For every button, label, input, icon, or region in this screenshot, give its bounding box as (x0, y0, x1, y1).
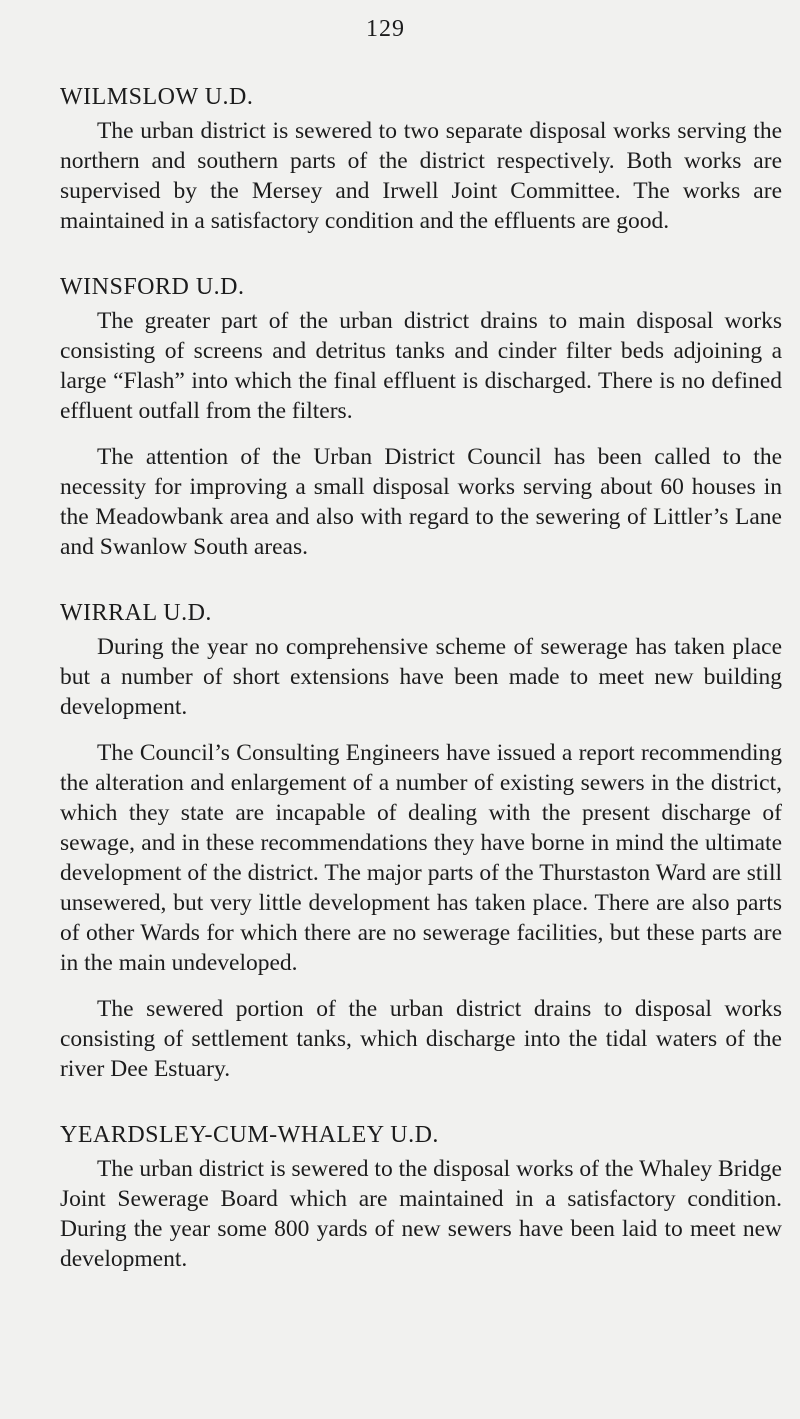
section-heading: WILMSLOW U.D. (60, 84, 254, 110)
paragraph: The greater part of the urban district drains to main disposal works consisting of screens and detritus tanks and cinder filter beds adjoining a large “Flash” into which the final effluent is discharged. There is no defined effluent outfall from the filters. (60, 308, 782, 424)
paragraph: The urban district is sewered to the disposal works of the Whaley Bridge Joint Sewerage Board which are maintained in a satisfactory condition. During the year some 800 yards of new sewers have been laid to meet new development. (60, 1156, 782, 1272)
paragraph: The Council’s Consulting Engineers have issued a report recommending the alteration and enlargement of a number of existing sewers in the district, which they state are incapable of dealing with the present discharge of sewage, and in these recommendations they have borne in mind the ultimate development of the district. The major parts of the Thurstaston Ward are still unsewered, but very little development has taken place. There are also parts of other Wards for which there are no sewerage facilities, but these parts are in the main undeveloped. (60, 740, 782, 976)
paragraph: The urban district is sewered to two separate disposal works serving the northern and southern parts of the district respectively. Both works are supervised by the Mersey and Irwell Joint Committee. The works are maintained in a satisfactory condition and the effluents are good. (60, 118, 782, 234)
section-heading: YEARDSLEY-CUM-WHALEY U.D. (60, 1122, 439, 1148)
section-yeardsley (60, 1118, 782, 1274)
section-heading: WIRRAL U.D. (60, 600, 212, 626)
section-winsford (60, 270, 782, 562)
page-number: 129 (366, 16, 405, 42)
paragraph: The sewered portion of the urban district drains to disposal works consisting of settlement tanks, which discharge into the tidal waters of the river Dee Estuary. (60, 996, 782, 1082)
paragraph: During the year no comprehensive scheme of sewerage has taken place but a number of short extensions have been made to meet new building development. (60, 634, 782, 720)
section-heading: WINSFORD U.D. (60, 274, 245, 300)
paragraph: The attention of the Urban District Council has been called to the necessity for improving a small disposal works serving about 60 houses in the Meadowbank area and also with regard to the sewering of Littler’s Lane and Swanlow South areas. (60, 444, 782, 560)
section-wirral (60, 596, 782, 1084)
section-wilmslow (60, 80, 782, 236)
document-body (60, 80, 782, 1274)
